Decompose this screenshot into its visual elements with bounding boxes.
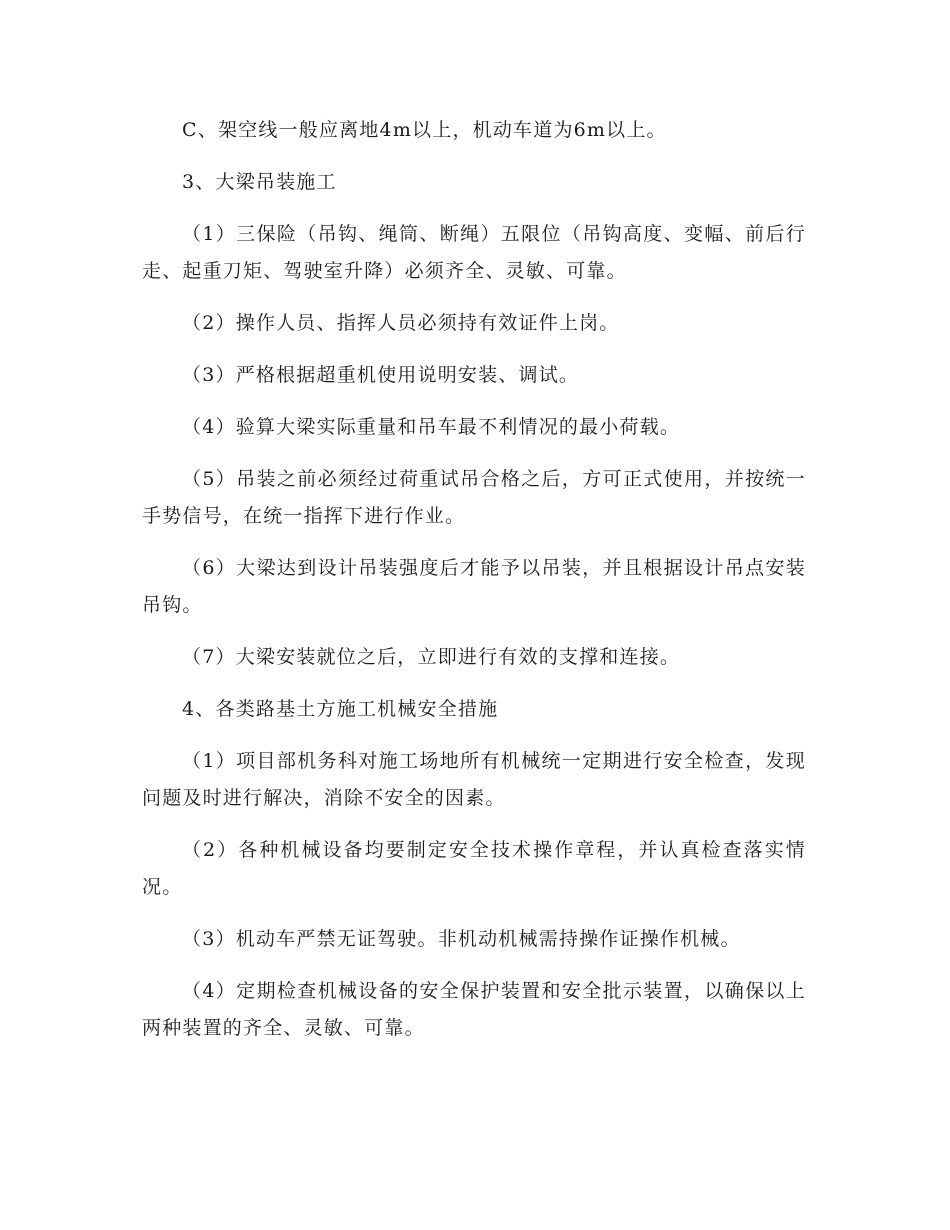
paragraph-item-7: （7）大梁安装就位之后，立即进行有效的支撑和连接。: [182, 646, 681, 668]
section-heading-earthwork-machinery: 4、各类路基土方施工机械安全措施: [182, 698, 499, 720]
document-body: [142, 112, 806, 1062]
paragraph-machinery-item-3: （3）机动车严禁无证驾驶。非机动机械需持操作证操作机械。: [182, 928, 741, 950]
paragraph-item-1: （1）三保险（吊钩、绳筒、断绳）五限位（吊钩高度、变幅、前后行走、起重刀矩、驾驶室升降）必须齐全、灵敏、可靠。: [142, 223, 806, 282]
paragraph-machinery-item-2: （2）各种机械设备均要制定安全技术操作章程，并认真检查落实情况。: [142, 839, 806, 898]
paragraph-item-3: （3）严格根据超重机使用说明安装、调试。: [182, 364, 580, 386]
paragraph-item-4: （4）验算大梁实际重量和吊车最不利情况的最小荷载。: [182, 416, 681, 438]
paragraph-item-5: （5）吊装之前必须经过荷重试吊合格之后，方可正式使用，并按统一手势信号，在统一指挥下进行作业。: [142, 468, 806, 527]
paragraph-machinery-item-1: （1）项目部机务科对施工场地所有机械统一定期进行安全检查，发现问题及时进行解决，消除不安全的因素。: [142, 750, 806, 809]
paragraph-machinery-item-4: （4）定期检查机械设备的安全保护装置和安全批示装置，以确保以上两种装置的齐全、灵敏、可靠。: [142, 980, 806, 1039]
section-heading-beam-lifting: 3、大梁吊装施工: [182, 171, 337, 193]
paragraph-item-2: （2）操作人员、指挥人员必须持有效证件上岗。: [182, 312, 620, 334]
paragraph-item-6: （6）大梁达到设计吊装强度后才能予以吊装，并且根据设计吊点安装吊钩。: [142, 557, 806, 616]
paragraph-overhead-line: C、架空线一般应离地4m以上，机动车道为6m以上。: [182, 119, 667, 141]
